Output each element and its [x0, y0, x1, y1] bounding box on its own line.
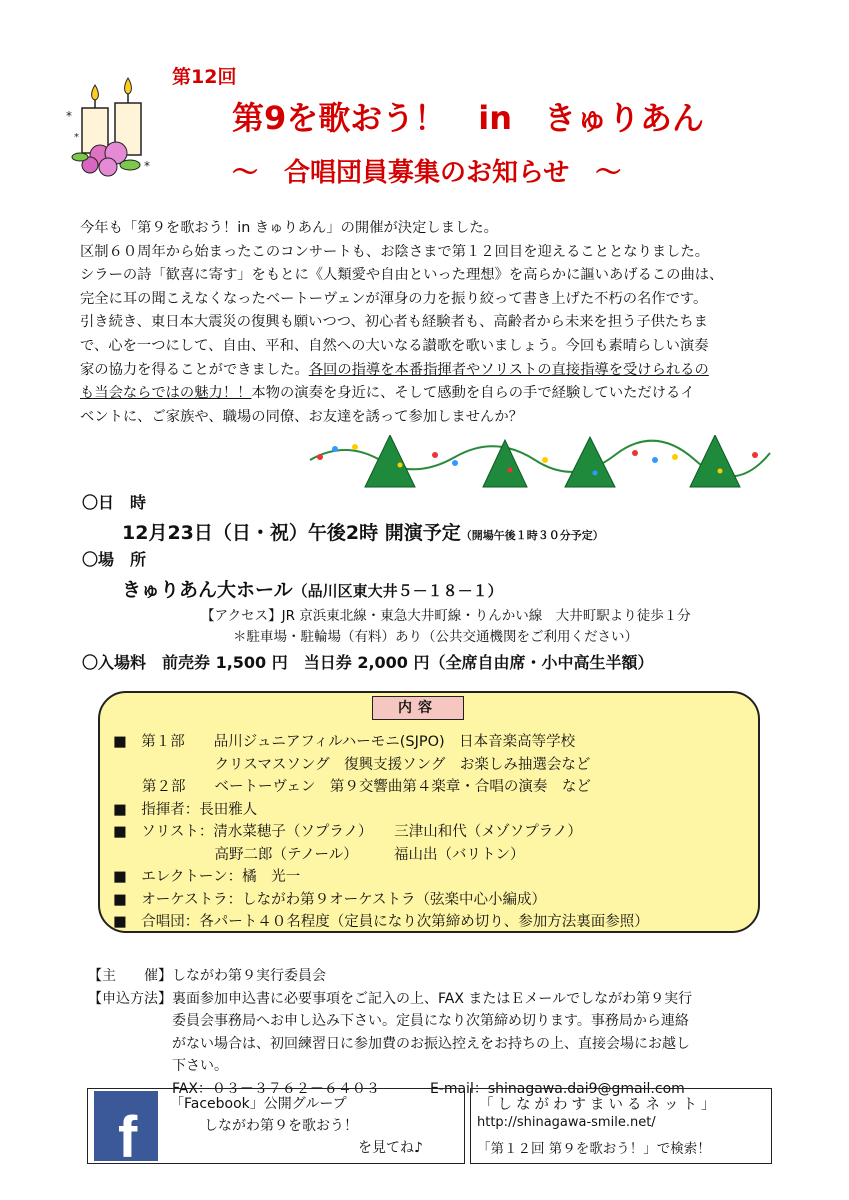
apply-line: 下さい。	[172, 1058, 228, 1074]
intro-line	[80, 382, 780, 406]
intro-line: ベントに、ご家族や、職場の同僚、お友達を誘って参加しませんか？	[80, 408, 523, 425]
content-line: ■ 指揮者：長田雅人	[113, 801, 258, 818]
facebook-box[interactable]	[87, 1088, 465, 1164]
fax-number: FAX：０３－３７６２－６４０３	[172, 1080, 380, 1097]
page-title: 第9を歌おう！ in きゅりあん	[232, 99, 705, 137]
intro-text-underlined: 各回の指導を本番指揮者やソリストの直接指導を受けられるの	[308, 361, 709, 378]
content-line: 高野二郎（テノール） 福山出（バリトン）	[113, 846, 525, 863]
intro-text-plain: 家の協力を得ることができました。	[80, 361, 309, 378]
intro-text-plain: 本物の演奏を身近に、そして感動を自らの手で経験していただけるイ	[251, 385, 695, 402]
content-line: ■ エレクトーン：橘 光一	[113, 869, 301, 885]
organizer-label: 【主 催】	[88, 968, 172, 984]
content-line: 第２部 ベートーヴェン 第９交響曲第４楽章・合唱の演奏 など	[113, 779, 591, 795]
organizer-line	[88, 965, 692, 988]
organizer-value: しながわ第９実行委員会	[172, 968, 326, 984]
intro-text	[80, 217, 780, 429]
venue-parking: ＊駐車場・駐輪場（有料）あり（公共交通機関をご利用ください）	[233, 629, 638, 645]
datetime-note: （開場午後１時３０分予定）	[460, 529, 604, 542]
datetime-label: 〇日 時	[82, 493, 147, 512]
smile-net-search: 「第１２回 第９を歌おう！」で検索！	[477, 1141, 711, 1157]
intro-line: 区制６０周年から始まったこのコンサートも、お陰さまで第１２回目を迎えることとなりました。	[80, 243, 710, 260]
apply-label: 【申込方法】	[88, 990, 172, 1007]
facebook-line2: しながわ第９を歌おう！	[204, 1118, 358, 1134]
venue-value	[122, 575, 503, 602]
smile-net-title: 「しながわすまいるネット」	[479, 1097, 720, 1113]
svg-text:f: f	[118, 1105, 138, 1161]
content-line: ■ 第１部 品川ジュニアフィルハーモニ(SJPO) 日本音楽高等学校	[113, 734, 576, 750]
smile-net-box	[470, 1088, 772, 1164]
svg-text:*: *	[144, 159, 150, 173]
intro-text-underlined: も当会ならではの魅力！！	[80, 385, 252, 402]
content-box-title: 内容	[372, 696, 464, 720]
datetime-value	[122, 518, 604, 545]
christmas-garland-icon	[305, 435, 775, 495]
content-line: ■ ソリスト：清水菜穂子（ソプラノ） 三津山和代（メゾソプラノ）	[113, 824, 582, 840]
facebook-line3: を見てね♪	[358, 1140, 423, 1156]
content-line: ■ 合唱団：各パート４０名程度（定員になり次第締め切り、参加方法裏面参照）	[113, 914, 649, 930]
venue-access: 【アクセス】JR 京浜東北線・東急大井町線・りんかい線 大井町駅より徒歩１分	[201, 608, 691, 624]
intro-line: 今年も「第９を歌おう！in きゅりあん」の開催が決定しました。	[80, 220, 498, 236]
application-info	[88, 965, 692, 1100]
venue-name: きゅりあん大ホール	[122, 579, 293, 601]
page-subtitle: ～ 合唱団員募集のお知らせ ～	[232, 158, 622, 188]
content-line: ■ オーケストラ：しながわ第９オーケストラ（弦楽中心小編成）	[113, 891, 547, 908]
venue-label: 〇場 所	[82, 550, 147, 569]
candles-flower-icon	[60, 75, 160, 190]
svg-text:*: *	[66, 109, 72, 123]
facebook-logo-icon	[94, 1091, 158, 1161]
intro-line: シラーの詩「歓喜に寄す」をもとに《人類愛や自由といった理想》を高らかに謳いあげるこの曲は、	[80, 267, 724, 284]
svg-text:*: *	[74, 132, 79, 143]
intro-line: 完全に耳の聞こえなくなったベートーヴェンが渾身の力を振り絞って書き上げた不朽の名作です。	[80, 290, 708, 307]
venue-address: （品川区東大井５－１８－１）	[292, 582, 503, 600]
apply-line: がない場合は、初回練習日に参加費のお振込控えをお持ちの上、直接会場にお越し	[172, 1035, 690, 1052]
content-list	[113, 731, 649, 934]
apply-text: 裏面参加申込書に必要事項をご記入の上、FAX またはＥメールでしながわ第９実行	[172, 990, 693, 1007]
datetime-text: 12月23日（日・祝）午後2時 開演予定	[122, 522, 461, 544]
email-address[interactable]: E-mail：shinagawa.dai9@gmail.com	[429, 1080, 685, 1097]
smile-net-url[interactable]: http://shinagawa-smile.net/	[477, 1115, 656, 1130]
facebook-line1: 「Facebook」公開グループ	[170, 1096, 347, 1112]
content-line: クリスマスソング 復興支援ソング お楽しみ抽選会など	[113, 756, 591, 773]
fee-line: 〇入場料 前売券 1,500 円 当日券 2,000 円（全席自由席・小中高生半額）	[82, 653, 654, 672]
apply-line	[88, 988, 692, 1011]
edition-label: 第12回	[172, 66, 237, 88]
intro-line	[80, 359, 780, 383]
intro-line: で、心を一つにして、自由、平和、自然への大いなる讃歌を歌いましょう。今回も素晴らしい演奏	[80, 337, 709, 354]
intro-line: 引き続き、東日本大震災の復興も願いつつ、初心者も経験者も、高齢者から未来を担う子供たちま	[80, 314, 708, 331]
apply-line: 委員会事務局へお申し込み下さい。定員になり次第締め切ります。事務局から連絡	[172, 1013, 689, 1029]
